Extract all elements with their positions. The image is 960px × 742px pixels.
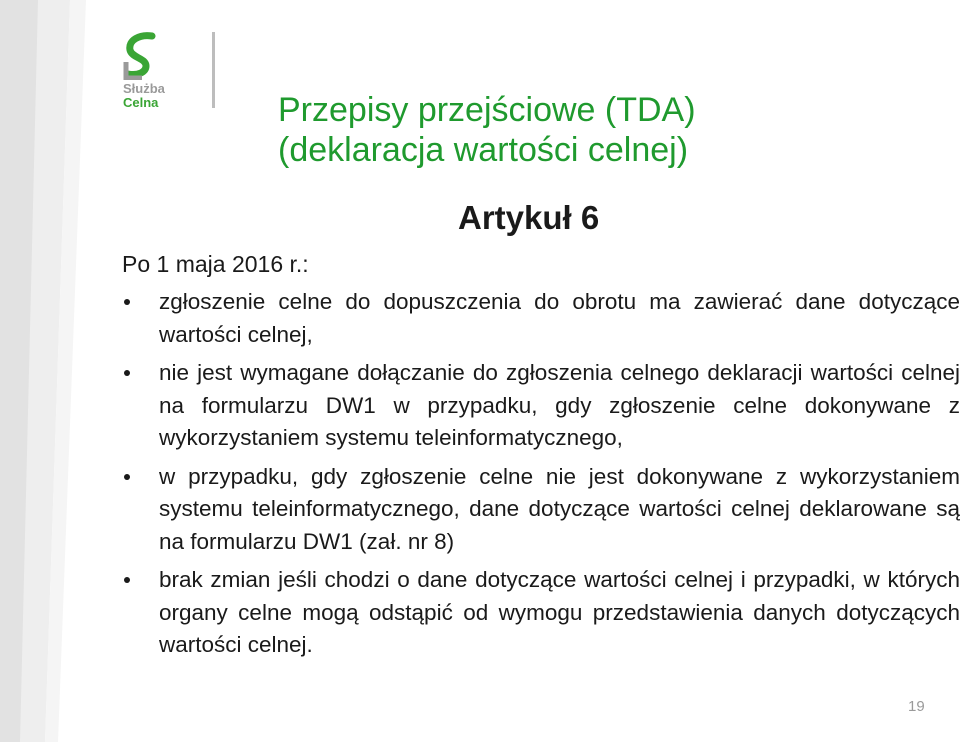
bullet-item: nie jest wymagane dołączanie do zgłoszenia celnego deklaracji wartości celnej na formularzu DW1 w przypadku, gdy zgłoszenie celne dokonywane z wykorzystaniem systemu teleinformatycznego, (122, 357, 960, 455)
slide-subtitle: Artykuł 6 (458, 199, 600, 236)
intro-text: Po 1 maja 2016 r.: (122, 251, 309, 277)
bullet-item: w przypadku, gdy zgłoszenie celne nie jest dokonywane z wykorzystaniem systemu teleinformatycznego, dane dotyczące wartości celnej deklarowane są na formularzu DW1 (zał. nr 8) (122, 461, 960, 559)
logo-divider (212, 32, 215, 108)
bullet-item: brak zmian jeśli chodzi o dane dotyczące wartości celnej i przypadki, w których organy celne mogą odstąpić od wymogu przedstawienia danych dotyczących wartości celnej. (122, 564, 960, 662)
page-number: 19 (908, 698, 925, 715)
slide-title: Przepisy przejściowe (TDA) (deklaracja wartości celnej) (278, 91, 696, 169)
sluzba-celna-logo (122, 32, 182, 112)
bullet-list (122, 286, 960, 668)
logo-text-sluzba: Służba (123, 81, 165, 96)
sluzba-celna-logo-icon (122, 32, 158, 80)
logo-text-celna: Celna (123, 95, 159, 110)
left-decorative-band (0, 0, 110, 742)
bullet-item: zgłoszenie celne do dopuszczenia do obrotu ma zawierać dane dotyczące wartości celnej, (122, 286, 960, 351)
